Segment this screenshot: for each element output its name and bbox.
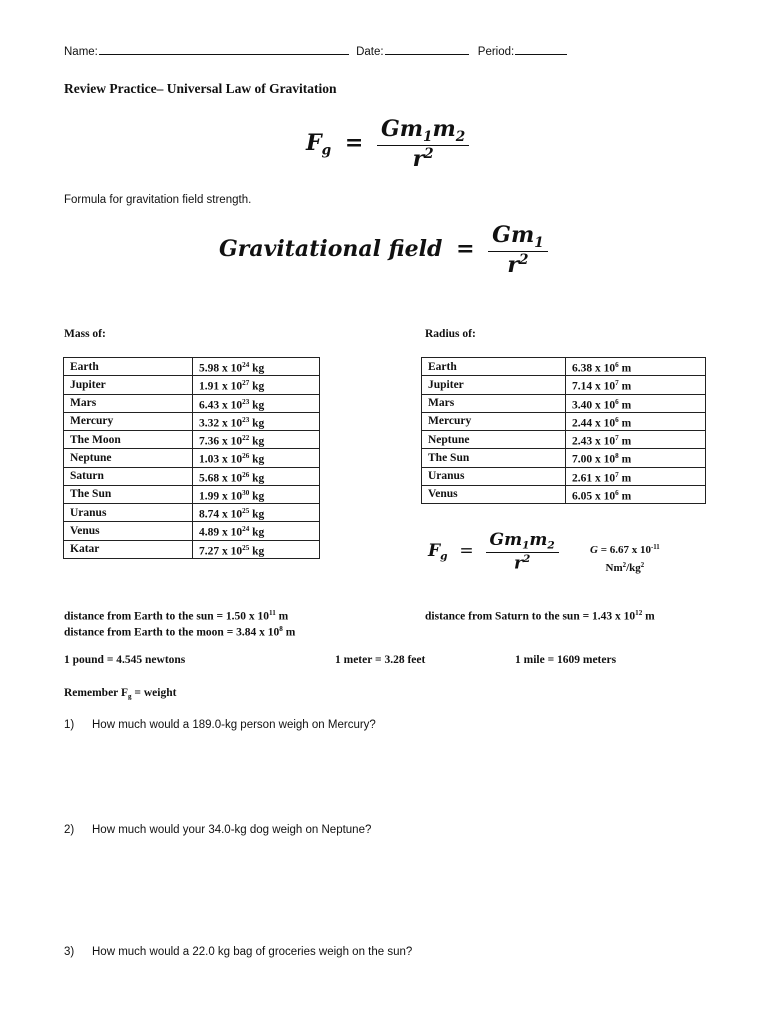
distance-earth-sun-text: distance from Earth to the sun = 1.50 x 10 [64, 610, 270, 623]
mass-row [64, 485, 320, 503]
value-cell [193, 485, 320, 503]
formula-caption: Formula for gravitation field strength. [64, 194, 252, 206]
body-name-cell: Jupiter [422, 376, 566, 394]
period-label: Period: [477, 46, 515, 58]
value-exponent: 23 [242, 415, 250, 424]
value-cell [193, 394, 320, 412]
numerator-sub-2: 2 [455, 128, 466, 145]
value-cell [566, 431, 706, 449]
field-denominator-r: r [507, 251, 519, 278]
denominator-r: r [513, 553, 523, 573]
value-cell [566, 467, 706, 485]
body-name-cell: Neptune [64, 449, 193, 467]
radius-label: Radius of: [425, 328, 476, 340]
g-unit-line [590, 558, 660, 576]
body-name-cell: Saturn [64, 467, 193, 485]
force-symbol: F [428, 541, 441, 561]
numerator-sub-1: 1 [423, 128, 433, 145]
value-mantissa: 2.44 x 10 [572, 417, 616, 430]
value-unit: kg [249, 380, 265, 393]
distance-saturn-sun [425, 609, 655, 622]
body-name-cell: Mercury [422, 412, 566, 430]
value-unit: m [618, 417, 632, 430]
mass-table [63, 357, 320, 559]
force-denominator [377, 145, 469, 172]
value-mantissa: 6.38 x 10 [572, 362, 616, 375]
field-numerator-gm: Gm [492, 222, 535, 248]
value-unit: m [618, 471, 632, 484]
value-unit: m [618, 453, 632, 466]
value-cell [566, 358, 706, 376]
value-unit: kg [249, 490, 265, 503]
body-name-cell: Earth [422, 358, 566, 376]
numerator-sub-1: 1 [522, 539, 530, 552]
name-blank[interactable] [99, 54, 349, 55]
question-2 [64, 824, 371, 836]
value-cell [193, 504, 320, 522]
value-unit: m [618, 398, 632, 411]
question-number: 2) [64, 824, 75, 836]
date-label: Date: [356, 46, 384, 58]
value-cell [193, 449, 320, 467]
body-name-cell: Venus [422, 485, 566, 503]
denominator-sup: 2 [424, 145, 434, 162]
value-mantissa: 7.36 x 10 [199, 435, 243, 448]
force-subscript: g [321, 142, 332, 159]
distance-saturn-sun-text: distance from Saturn to the sun = 1.43 x 10 [425, 610, 636, 623]
mass-row [64, 358, 320, 376]
mass-row [64, 504, 320, 522]
body-name-cell: Mercury [64, 412, 193, 430]
body-name-cell: Uranus [64, 504, 193, 522]
value-mantissa: 1.91 x 10 [199, 380, 243, 393]
equals-sign: = [344, 129, 364, 156]
numerator-gm: Gm [380, 116, 424, 142]
value-cell [566, 412, 706, 430]
conversion-meter: 1 meter = 3.28 feet [335, 654, 426, 666]
field-label: Gravitational field [219, 235, 443, 262]
date-blank[interactable] [385, 54, 469, 55]
value-unit: kg [249, 435, 265, 448]
body-name-cell: The Sun [64, 485, 193, 503]
value-mantissa: 4.89 x 10 [199, 526, 243, 539]
value-exponent: 6 [615, 488, 619, 497]
value-exponent: 23 [242, 397, 250, 406]
question-3 [64, 946, 412, 958]
value-exponent: 6 [615, 415, 619, 424]
body-name-cell: Katar [64, 540, 193, 558]
body-name-cell: Venus [64, 522, 193, 540]
body-name-cell: Earth [64, 358, 193, 376]
body-name-cell: Neptune [422, 431, 566, 449]
g-unit-b: /kg [626, 562, 641, 575]
value-exponent: 6 [615, 397, 619, 406]
g-value-line [590, 540, 660, 558]
body-name-cell: The Moon [64, 431, 193, 449]
distance-saturn-sun-exp: 12 [635, 609, 643, 617]
value-exponent: 26 [242, 470, 250, 479]
body-name-cell: The Sun [422, 449, 566, 467]
equals-sign: = [456, 235, 475, 262]
radius-table [421, 357, 706, 504]
value-exponent: 7 [615, 434, 619, 443]
force-fraction [377, 116, 469, 172]
radius-row [422, 394, 706, 412]
gravitation-force-equation-small [428, 530, 559, 573]
distance-earth-moon-unit: m [282, 626, 296, 639]
header-line [64, 46, 567, 58]
name-label: Name: [64, 46, 98, 58]
value-unit: kg [249, 453, 265, 466]
force-numerator [377, 116, 469, 145]
question-text: How much would a 189.0-kg person weigh on Mercury? [92, 719, 376, 731]
gravitational-field-equation [219, 222, 548, 278]
value-mantissa: 2.61 x 10 [572, 471, 616, 484]
value-mantissa: 6.43 x 10 [199, 398, 243, 411]
body-name-cell: Mars [422, 394, 566, 412]
question-text: How much would your 34.0-kg dog weigh on Neptune? [92, 824, 372, 836]
value-cell [193, 522, 320, 540]
value-unit: m [618, 362, 632, 375]
value-cell [566, 376, 706, 394]
g-exponent: -11 [650, 544, 660, 551]
value-exponent: 7 [615, 470, 619, 479]
value-mantissa: 7.14 x 10 [572, 380, 616, 393]
radius-row [422, 449, 706, 467]
g-unit-a-exp: 2 [622, 562, 627, 570]
page-title: Review Practice– Universal Law of Gravitation [64, 81, 337, 96]
value-mantissa: 5.98 x 10 [199, 362, 243, 375]
conversion-pound: 1 pound = 4.545 newtons [64, 654, 186, 666]
g-symbol: G [590, 544, 598, 557]
field-numerator-sub: 1 [534, 234, 544, 251]
value-exponent: 26 [242, 452, 250, 461]
value-mantissa: 3.32 x 10 [199, 417, 243, 430]
period-blank[interactable] [515, 54, 567, 55]
value-cell [566, 394, 706, 412]
denominator-r: r [412, 145, 425, 172]
radius-row [422, 376, 706, 394]
question-number: 1) [64, 719, 75, 731]
remember-note [64, 687, 176, 700]
distance-earth-moon-text: distance from Earth to the moon = 3.84 x 10 [64, 626, 280, 639]
value-mantissa: 1.03 x 10 [199, 453, 243, 466]
distance-earth-sun [64, 609, 288, 622]
value-unit: kg [249, 417, 265, 430]
value-cell [193, 540, 320, 558]
mass-row [64, 376, 320, 394]
value-exponent: 7 [615, 379, 619, 388]
mass-row [64, 394, 320, 412]
body-name-cell: Jupiter [64, 376, 193, 394]
remember-subscript: g [127, 692, 132, 701]
field-denominator [488, 251, 548, 278]
value-mantissa: 7.27 x 10 [199, 544, 243, 557]
gravitational-constant [590, 540, 660, 576]
value-mantissa: 7.00 x 10 [572, 453, 616, 466]
mass-row [64, 467, 320, 485]
body-name-cell: Mars [64, 394, 193, 412]
value-exponent: 6 [615, 361, 619, 369]
value-mantissa: 5.68 x 10 [199, 471, 243, 484]
value-mantissa: 1.99 x 10 [199, 490, 243, 503]
value-unit: m [618, 490, 632, 503]
force-symbol: F [306, 129, 322, 156]
body-name-cell: Uranus [422, 467, 566, 485]
distance-saturn-sun-unit: m [642, 610, 655, 623]
field-denominator-sup: 2 [519, 251, 529, 268]
denominator-sup: 2 [522, 552, 531, 565]
value-exponent: 8 [615, 452, 619, 461]
value-mantissa: 2.43 x 10 [572, 435, 616, 448]
field-fraction [488, 222, 548, 278]
question-text: How much would a 22.0 kg bag of groceries weigh on the sun? [92, 946, 413, 958]
value-cell [193, 467, 320, 485]
distance-earth-sun-unit: m [275, 610, 289, 623]
mass-row [64, 431, 320, 449]
radius-row [422, 467, 706, 485]
radius-row [422, 358, 706, 376]
value-exponent: 24 [242, 361, 250, 369]
force-subscript: g [440, 550, 448, 563]
force-fraction [486, 530, 559, 573]
field-numerator [488, 222, 548, 251]
remember-prefix: Remember F [64, 687, 128, 699]
value-exponent: 24 [242, 525, 250, 534]
radius-row [422, 431, 706, 449]
value-exponent: 27 [242, 379, 250, 388]
mass-row [64, 412, 320, 430]
value-unit: kg [249, 526, 265, 539]
distance-earth-sun-exp: 11 [269, 609, 276, 617]
mass-row [64, 540, 320, 558]
value-cell [193, 412, 320, 430]
radius-row [422, 485, 706, 503]
numerator-sub-2: 2 [547, 539, 555, 552]
distance-earth-moon [64, 625, 295, 638]
value-unit: m [618, 380, 632, 393]
value-cell [193, 376, 320, 394]
value-exponent: 22 [242, 434, 250, 443]
value-mantissa: 3.40 x 10 [572, 398, 616, 411]
question-number: 3) [64, 946, 75, 958]
gravitation-force-equation [306, 116, 469, 172]
g-unit-a: Nm [605, 562, 623, 575]
g-value: = 6.67 x 10 [597, 544, 651, 557]
numerator-gm: Gm [489, 530, 523, 550]
mass-row [64, 449, 320, 467]
question-1 [64, 719, 376, 731]
value-mantissa: 8.74 x 10 [199, 508, 243, 521]
conversion-mile: 1 mile = 1609 meters [515, 654, 617, 666]
value-cell [193, 431, 320, 449]
value-cell [566, 485, 706, 503]
mass-row [64, 522, 320, 540]
value-cell [193, 358, 320, 376]
equals-sign: = [459, 541, 474, 561]
value-cell [566, 449, 706, 467]
distance-earth-moon-exp: 8 [279, 625, 283, 633]
force-numerator [486, 530, 559, 552]
value-unit: kg [249, 471, 265, 484]
value-unit: kg [249, 544, 265, 557]
value-unit: kg [249, 398, 265, 411]
mass-label: Mass of: [64, 328, 106, 340]
value-exponent: 25 [242, 543, 250, 552]
value-unit: kg [249, 362, 265, 375]
radius-row [422, 412, 706, 430]
numerator-m2: m [432, 116, 456, 142]
value-mantissa: 6.05 x 10 [572, 490, 616, 503]
g-unit-b-exp: 2 [640, 562, 645, 570]
remember-suffix: = weight [131, 687, 177, 699]
force-denominator [486, 552, 559, 573]
value-unit: kg [249, 508, 265, 521]
value-exponent: 30 [242, 488, 250, 497]
numerator-m2: m [529, 530, 548, 550]
value-exponent: 25 [242, 507, 250, 516]
value-unit: m [618, 435, 632, 448]
